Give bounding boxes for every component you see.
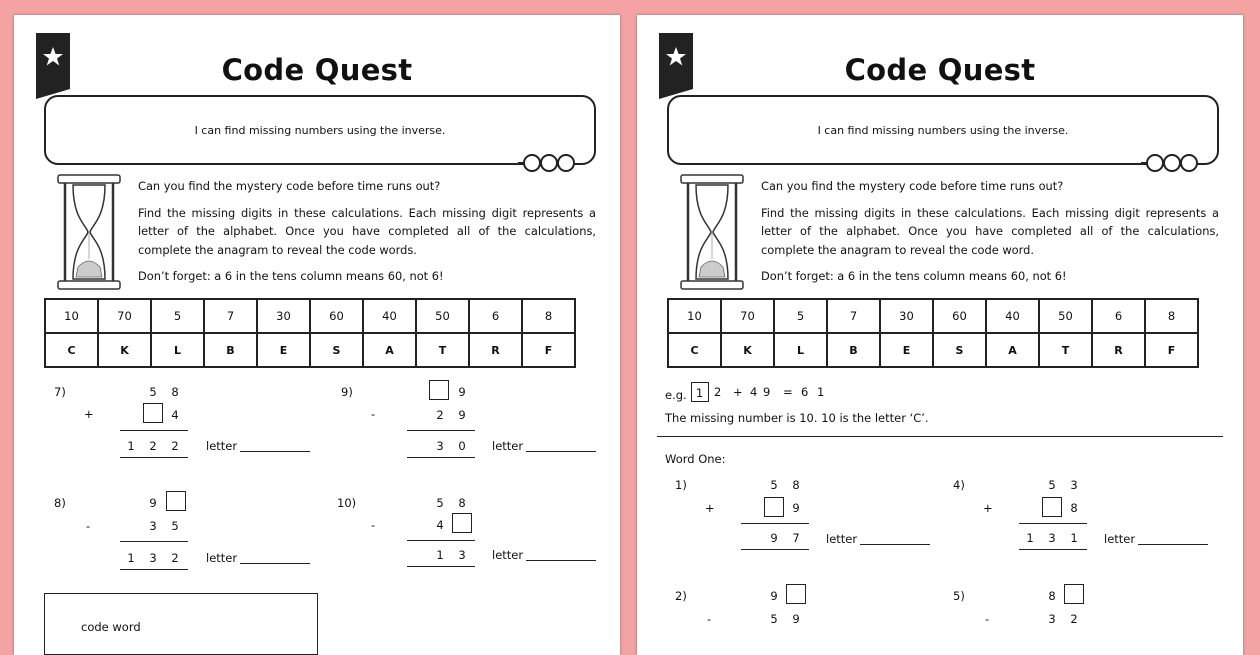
word-one-label: Word One:: [665, 452, 726, 466]
worksheet-page-left: [14, 15, 620, 655]
missing-digit-box[interactable]: [452, 513, 472, 533]
code-number: 7: [204, 299, 257, 333]
digit: 2: [436, 408, 444, 422]
digit: 3: [149, 519, 157, 533]
question-number: 1): [675, 478, 687, 492]
code-number: 8: [1145, 299, 1198, 333]
code-letter: F: [522, 333, 575, 367]
example-part: =: [783, 385, 793, 399]
code-number: 30: [257, 299, 310, 333]
digit: 5: [149, 385, 157, 399]
missing-digit-box[interactable]: [166, 491, 186, 511]
digit: 3: [458, 548, 466, 562]
digit: 3: [1048, 612, 1056, 626]
example-part: +: [733, 385, 743, 399]
objective-box: [44, 95, 596, 165]
digit: 9: [792, 501, 800, 515]
code-number: 50: [416, 299, 469, 333]
code-letter: S: [310, 333, 363, 367]
question-number: 4): [953, 478, 965, 492]
code-number: 8: [522, 299, 575, 333]
sum-line: [1019, 523, 1087, 524]
letter-answer-line[interactable]: [1138, 544, 1208, 545]
intro-instructions: Find the missing digits in these calculations. Each missing digit represents a letter of the alphabet. Once you have completed all of the calculations, complete the anagram to reveal the code word.: [761, 205, 1219, 257]
operator: -: [371, 518, 376, 532]
example-box: [691, 382, 709, 402]
operator: +: [84, 407, 94, 421]
digit: 2: [149, 439, 157, 453]
example-prefix: e.g.: [665, 388, 687, 402]
code-letter: K: [98, 333, 151, 367]
missing-digit-box[interactable]: [786, 584, 806, 604]
operator: +: [983, 501, 993, 515]
code-letter: S: [933, 333, 986, 367]
question-number: 9): [341, 385, 353, 399]
code-number: 50: [1039, 299, 1092, 333]
digit: 1: [127, 551, 135, 565]
digit: 8: [458, 496, 466, 510]
objective-text: I can find missing numbers using the inverse.: [817, 124, 1069, 137]
digit: 3: [1048, 531, 1056, 545]
example-part: 1: [817, 385, 825, 399]
instructions: [761, 177, 1219, 294]
digit: 3: [436, 439, 444, 453]
page-title: Code Quest: [844, 53, 1036, 87]
digit: 5: [1048, 478, 1056, 492]
letter-answer-line[interactable]: [526, 560, 596, 561]
missing-digit-box[interactable]: [429, 380, 449, 400]
progress-circles-icon: [518, 152, 580, 174]
digit: 2: [171, 439, 179, 453]
digit: 5: [770, 478, 778, 492]
code-number: 40: [986, 299, 1039, 333]
digit: 7: [792, 531, 800, 545]
code-letter: K: [721, 333, 774, 367]
digit: 4: [171, 408, 179, 422]
digit: 5: [436, 496, 444, 510]
objective-box: [667, 95, 1219, 165]
letter-answer-line[interactable]: [240, 563, 310, 564]
digit: 2: [171, 551, 179, 565]
digit: 8: [1070, 501, 1078, 515]
code-letter: F: [1145, 333, 1198, 367]
code-number: 10: [45, 299, 98, 333]
digit: 1: [1026, 531, 1034, 545]
objective-text: I can find missing numbers using the inverse.: [194, 124, 446, 137]
digit: 3: [149, 551, 157, 565]
code-number: 7: [827, 299, 880, 333]
digit: 8: [792, 478, 800, 492]
code-letter: C: [668, 333, 721, 367]
operator: -: [707, 612, 712, 626]
sum-line: [1019, 549, 1087, 550]
code-letter: A: [363, 333, 416, 367]
code-number: 5: [774, 299, 827, 333]
digit: 8: [1048, 589, 1056, 603]
code-letter: T: [416, 333, 469, 367]
digit: 5: [171, 519, 179, 533]
letter-label: letter: [492, 548, 524, 562]
digit: 1: [1070, 531, 1078, 545]
digit: 5: [770, 612, 778, 626]
worksheet-page-right: [637, 15, 1243, 655]
example-box-digit: 1: [695, 386, 704, 400]
question-number: 5): [953, 589, 965, 603]
letter-label: letter: [1104, 532, 1136, 546]
digit: 1: [436, 548, 444, 562]
sum-line: [120, 430, 188, 431]
digit: 9: [792, 612, 800, 626]
sum-line: [741, 549, 809, 550]
example-part: 4: [750, 385, 758, 399]
intro-reminder: Don’t forget: a 6 in the tens column means 60, not 6!: [761, 269, 1067, 283]
letter-answer-line[interactable]: [240, 451, 310, 452]
page-title: Code Quest: [221, 53, 413, 87]
code-letter: C: [45, 333, 98, 367]
code-letter: R: [1092, 333, 1145, 367]
sum-line: [407, 457, 475, 458]
question-number: 10): [337, 496, 357, 510]
sum-line: [741, 523, 809, 524]
operator: +: [705, 501, 715, 515]
digit: 9: [770, 531, 778, 545]
letter-label: letter: [826, 532, 858, 546]
digit: 9: [149, 496, 157, 510]
question-number: 2): [675, 589, 687, 603]
code-letter: A: [986, 333, 1039, 367]
operator: -: [86, 519, 91, 533]
intro-question: Can you find the mystery code before time runs out?: [761, 179, 1064, 193]
intro-instructions: Find the missing digits in these calculations. Each missing digit represents a letter of the alphabet. Once you have completed all of the calculations, complete the anagram to reveal the code words.: [138, 205, 596, 257]
letter-answer-line[interactable]: [526, 451, 596, 452]
sum-line: [407, 540, 475, 541]
code-number: 40: [363, 299, 416, 333]
progress-circles-icon: [1141, 152, 1203, 174]
letter-label: letter: [492, 439, 524, 453]
code-letter: E: [257, 333, 310, 367]
operator: -: [985, 612, 990, 626]
intro-reminder: Don’t forget: a 6 in the tens column means 60, not 6!: [138, 269, 444, 283]
example-explanation: The missing number is 10. 10 is the letter ‘C’.: [665, 411, 929, 425]
question-number: 7): [54, 385, 66, 399]
instructions: [138, 177, 596, 294]
letter-answer-line[interactable]: [860, 544, 930, 545]
code-letter: R: [469, 333, 522, 367]
letter-label: letter: [206, 551, 238, 565]
code-letter: B: [204, 333, 257, 367]
digit: 4: [436, 518, 444, 532]
intro-question: Can you find the mystery code before time runs out?: [138, 179, 441, 193]
section-divider: [657, 436, 1223, 437]
code-number: 60: [933, 299, 986, 333]
code-table: [667, 298, 1199, 368]
letter-label: letter: [206, 439, 238, 453]
code-letter: B: [827, 333, 880, 367]
code-number: 30: [880, 299, 933, 333]
code-letter: L: [774, 333, 827, 367]
digit: 2: [1070, 612, 1078, 626]
sum-line: [407, 430, 475, 431]
hourglass-icon: [679, 173, 745, 291]
missing-digit-box[interactable]: [764, 497, 784, 517]
sum-line: [120, 457, 188, 458]
code-number: 10: [668, 299, 721, 333]
code-number: 70: [98, 299, 151, 333]
code-word-box[interactable]: [44, 593, 318, 655]
missing-digit-box[interactable]: [143, 403, 163, 423]
sum-line: [120, 541, 188, 542]
missing-digit-box[interactable]: [1064, 584, 1084, 604]
example-part: 2: [714, 385, 722, 399]
sum-line: [407, 566, 475, 567]
code-letter: E: [880, 333, 933, 367]
digit: 9: [458, 385, 466, 399]
digit: 9: [770, 589, 778, 603]
question-number: 8): [54, 496, 66, 510]
hourglass-icon: [56, 173, 122, 291]
example-part: 9: [763, 385, 771, 399]
operator: -: [371, 407, 376, 421]
digit: 8: [171, 385, 179, 399]
digit: 0: [458, 439, 466, 453]
code-letter: L: [151, 333, 204, 367]
code-letter: T: [1039, 333, 1092, 367]
code-number: 70: [721, 299, 774, 333]
digit: 3: [1070, 478, 1078, 492]
missing-digit-box[interactable]: [1042, 497, 1062, 517]
example-part: 6: [801, 385, 809, 399]
code-number: 6: [469, 299, 522, 333]
sum-line: [120, 569, 188, 570]
digit: 1: [127, 439, 135, 453]
digit: 9: [458, 408, 466, 422]
code-word-label: code word: [81, 620, 141, 634]
code-number: 5: [151, 299, 204, 333]
code-table: [44, 298, 576, 368]
code-number: 6: [1092, 299, 1145, 333]
code-number: 60: [310, 299, 363, 333]
